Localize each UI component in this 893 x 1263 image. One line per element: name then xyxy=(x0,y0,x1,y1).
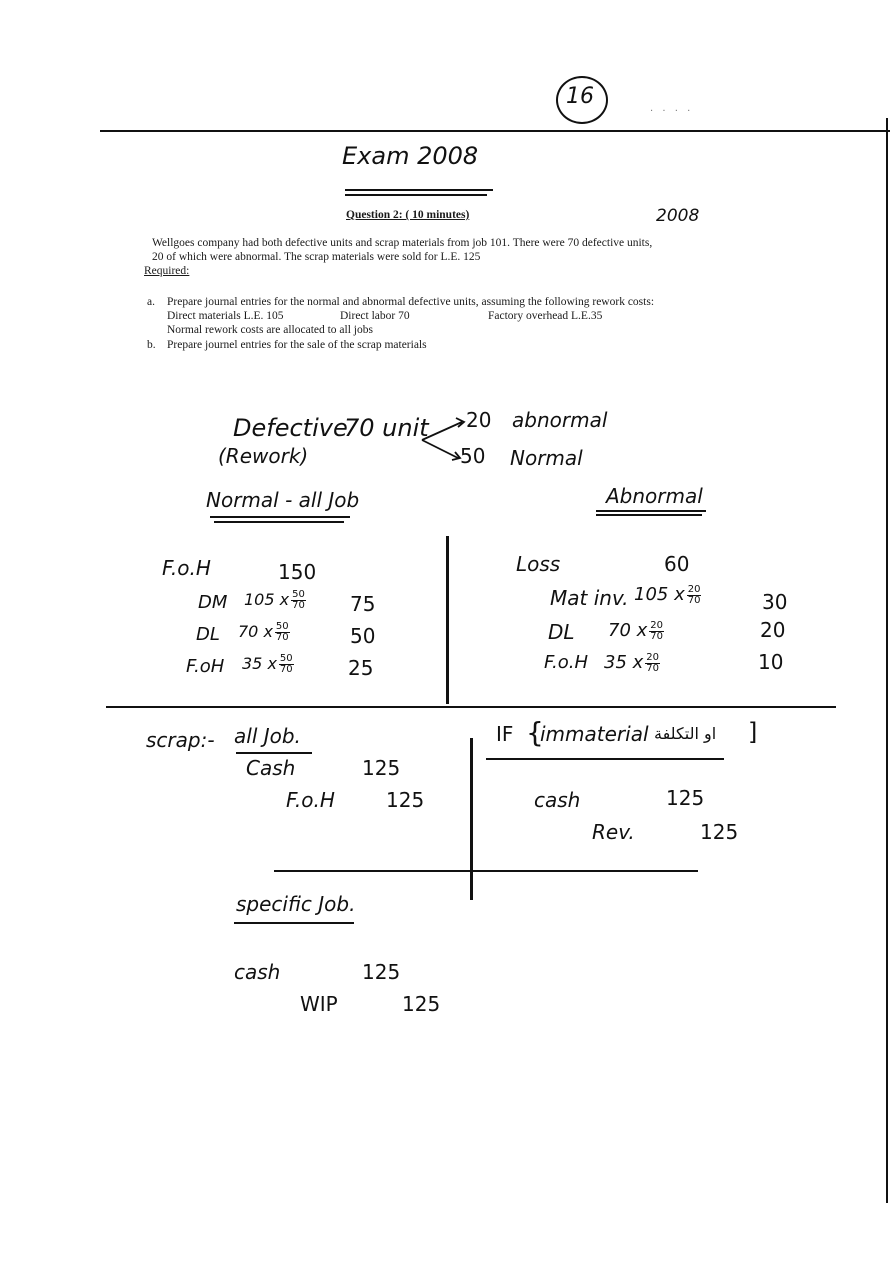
normal-row-1-calc xyxy=(244,590,308,611)
abnormal-heading-underline-2 xyxy=(596,514,702,516)
immaterial-bracket-close: ] xyxy=(748,718,758,746)
scrap-heading-underline xyxy=(236,752,312,754)
item-a-text: Prepare journal entries for the normal and abnormal defective units, assuming the following rework costs: xyxy=(167,296,655,308)
abnormal-row-3-label: F.o.H xyxy=(544,652,589,673)
normal-row-1-label: DM xyxy=(198,592,228,613)
normal-row-3-amount: 25 xyxy=(348,656,374,680)
immaterial-bracket-open: { xyxy=(526,716,544,749)
abnormal-row-1-fraction xyxy=(687,585,702,606)
normal-row-1-amount: 75 xyxy=(350,592,376,616)
normal-row-2-amount: 50 xyxy=(350,624,376,648)
abnormal-row-3-calc-text: 35 x xyxy=(604,652,644,673)
normal-row-1-calc-text: 105 x xyxy=(244,590,290,609)
normal-row-1-fraction xyxy=(291,590,306,611)
required-label: Required: xyxy=(144,265,190,277)
specific-debit-amount: 125 xyxy=(362,960,401,984)
scan-noise: · · · · xyxy=(650,106,694,117)
abnormal-row-1-label: Mat inv. xyxy=(550,586,629,610)
abnormal-row-2-calc xyxy=(608,620,666,642)
immaterial-underline xyxy=(486,758,724,760)
scrap-debit: Cash xyxy=(246,756,296,780)
specific-credit-amount: 125 xyxy=(402,992,441,1016)
units-label: 70 unit xyxy=(344,414,429,442)
question-line-1: Wellgoes company had both defective units and scrap materials from job 101. There were 70 defective units, xyxy=(152,237,653,249)
abnormal-row-1-num: 20 xyxy=(687,583,701,595)
specific-heading: specific Job. xyxy=(236,892,356,916)
abnormal-row-0-label: Loss xyxy=(516,552,561,576)
normal-heading: Normal - all Job xyxy=(206,488,360,512)
abnormal-heading: Abnormal xyxy=(606,484,703,508)
immaterial-credit: Rev. xyxy=(592,820,635,844)
abnormal-row-1-calc xyxy=(634,584,703,606)
lower-divider xyxy=(470,738,473,900)
question-heading: Question 2: ( 10 minutes) xyxy=(346,209,470,221)
normal-row-1-num: 50 xyxy=(292,589,305,600)
item-a-marker: a. xyxy=(147,296,155,308)
specific-debit: cash xyxy=(234,960,281,984)
exam-title: Exam 2008 xyxy=(342,142,479,170)
normal-row-2-den: 70 xyxy=(275,632,289,643)
abnormal-heading-underline-1 xyxy=(596,510,706,512)
abnormal-row-2-den: 70 xyxy=(650,630,664,642)
normal-heading-underline-2 xyxy=(214,521,344,523)
normal-row-2-label: DL xyxy=(196,624,220,645)
direct-materials: Direct materials L.E. 105 xyxy=(167,310,284,322)
immaterial-credit-amount: 125 xyxy=(700,820,739,844)
year-note: 2008 xyxy=(656,206,700,226)
lower-rule xyxy=(274,870,698,872)
scrap-credit: F.o.H xyxy=(286,788,335,812)
scrap-label: scrap:- xyxy=(146,728,215,752)
abnormal-row-3-calc xyxy=(604,652,662,674)
normal-heading-underline-1 xyxy=(210,516,350,518)
immaterial-debit-amount: 125 xyxy=(666,786,705,810)
normal-row-2-num: 50 xyxy=(275,621,289,632)
normal-row-2-fraction xyxy=(275,622,290,643)
normal-row-3-fraction xyxy=(279,654,294,675)
middle-divider xyxy=(106,706,836,708)
normal-label: Normal xyxy=(510,446,583,470)
defective-label: Defective xyxy=(233,414,348,442)
normal-row-2-calc-text: 70 x xyxy=(238,622,273,641)
title-underline-1 xyxy=(345,189,493,191)
abnormal-row-1-den: 70 xyxy=(687,594,701,606)
normal-row-3-label: F.oH xyxy=(186,656,225,677)
normal-row-2-calc xyxy=(238,622,292,643)
immaterial-prefix: IF xyxy=(496,722,514,746)
header-rule xyxy=(100,130,890,132)
abnormal-row-2-amount: 20 xyxy=(760,618,786,642)
upper-divider xyxy=(446,536,449,704)
normal-note: Normal rework costs are allocated to all jobs xyxy=(167,324,373,336)
rework-label: (Rework) xyxy=(218,444,309,468)
abnormal-row-2-fraction xyxy=(649,621,664,642)
normal-row-3-num: 50 xyxy=(279,653,293,664)
abnormal-row-2-calc-text: 70 x xyxy=(608,620,648,641)
normal-row-0-amount: 150 xyxy=(278,560,317,584)
page-number: 16 xyxy=(566,84,594,109)
abnormal-row-1-amount: 30 xyxy=(762,590,788,614)
abnormal-row-3-fraction xyxy=(645,653,660,674)
scrap-all-heading: all Job. xyxy=(234,724,301,748)
factory-overhead: Factory overhead L.E.35 xyxy=(488,310,603,322)
scrap-credit-amount: 125 xyxy=(386,788,425,812)
abnormal-row-3-amount: 10 xyxy=(758,650,784,674)
immaterial-arabic: او التكلفة xyxy=(654,724,717,743)
scrap-debit-amount: 125 xyxy=(362,756,401,780)
item-b-text: Prepare journel entries for the sale of the scrap materials xyxy=(167,339,427,351)
abnormal-row-3-den: 70 xyxy=(646,662,660,674)
right-border xyxy=(886,118,888,1203)
abnormal-label: abnormal xyxy=(512,408,608,432)
normal-row-3-calc-text: 35 x xyxy=(242,654,277,673)
abnormal-row-2-label: DL xyxy=(548,620,575,644)
specific-credit: WIP xyxy=(300,992,338,1016)
specific-underline xyxy=(234,922,354,924)
abnormal-row-1-calc-text: 105 x xyxy=(634,584,685,605)
abnormal-row-3-num: 20 xyxy=(646,651,660,663)
normal-row-3-den: 70 xyxy=(279,664,293,675)
direct-labor: Direct labor 70 xyxy=(340,310,410,322)
title-underline-2 xyxy=(345,194,487,196)
abnormal-row-2-num: 20 xyxy=(650,619,664,631)
item-b-marker: b. xyxy=(147,339,156,351)
abnormal-count: 20 xyxy=(466,408,492,432)
normal-row-1-den: 70 xyxy=(292,600,305,611)
abnormal-row-0-amount: 60 xyxy=(664,552,690,576)
immaterial-debit: cash xyxy=(534,788,581,812)
normal-row-3-calc xyxy=(242,654,296,675)
question-line-2: 20 of which were abnormal. The scrap materials were sold for L.E. 125 xyxy=(152,251,481,263)
immaterial-heading: immaterial xyxy=(540,722,649,746)
normal-count: 50 xyxy=(460,444,486,468)
normal-row-0-label: F.o.H xyxy=(162,556,211,580)
